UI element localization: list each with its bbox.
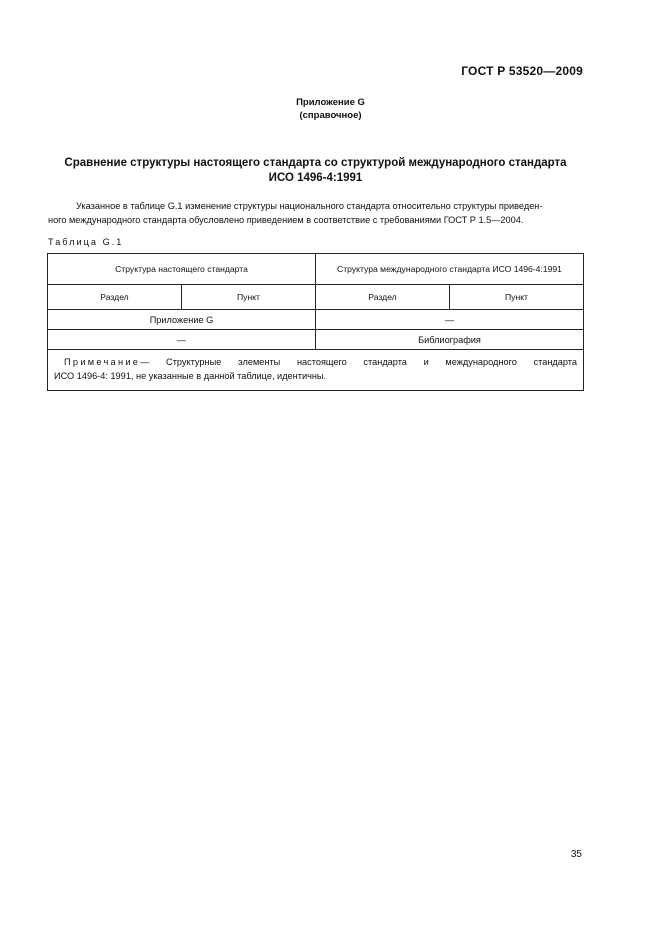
section-heading [48,156,583,186]
note-line-1 [54,355,577,369]
appendix-type: (справочное) [299,110,362,121]
row2-national: — [48,330,316,350]
row1-national: Приложение G [48,310,316,330]
note-text-1: — Структурные элементы настоящего стандарта и международного стандарта [140,357,577,367]
table-row [48,330,584,350]
table-subheader-row [48,285,584,310]
note-text-2: ИСО 1496-4: 1991, не указанные в данной таблице, идентичны. [54,371,327,381]
header-international-structure: Структура международного стандарта ИСО 1496-4:1991 [316,254,584,285]
comparison-table [47,253,584,391]
appendix-title: Приложение G [296,97,365,108]
col-item-international: Пункт [450,285,584,310]
document-id: ГОСТ Р 53520—2009 [461,64,583,78]
note-label: Примечание [64,357,141,367]
page-number: 35 [570,849,582,860]
table-note-row [48,350,584,391]
table-row [48,310,584,330]
heading-line-2: ИСО 1496-4:1991 [268,172,363,184]
col-item-national: Пункт [182,285,316,310]
intro-line-1: Указанное в таблице G.1 изменение структуры национального стандарта относительно структуры приведен- [76,201,543,211]
table-header-row [48,254,584,285]
col-section-national: Раздел [48,285,182,310]
col-section-international: Раздел [316,285,450,310]
intro-paragraph [48,199,583,227]
appendix-block [0,96,661,122]
header-national-structure: Структура настоящего стандарта [48,254,316,285]
heading-line-1: Сравнение структуры настоящего стандарта со структурой международного стандарта [64,157,567,169]
table-note [48,350,584,391]
table-caption: Таблица G.1 [48,237,124,247]
row1-international: — [316,310,584,330]
row2-international: Библиография [316,330,584,350]
intro-line-2: ного международного стандарта обусловлено приведением в соответствие с требованиями ГОСТ Р 1.5—2004. [48,215,524,225]
